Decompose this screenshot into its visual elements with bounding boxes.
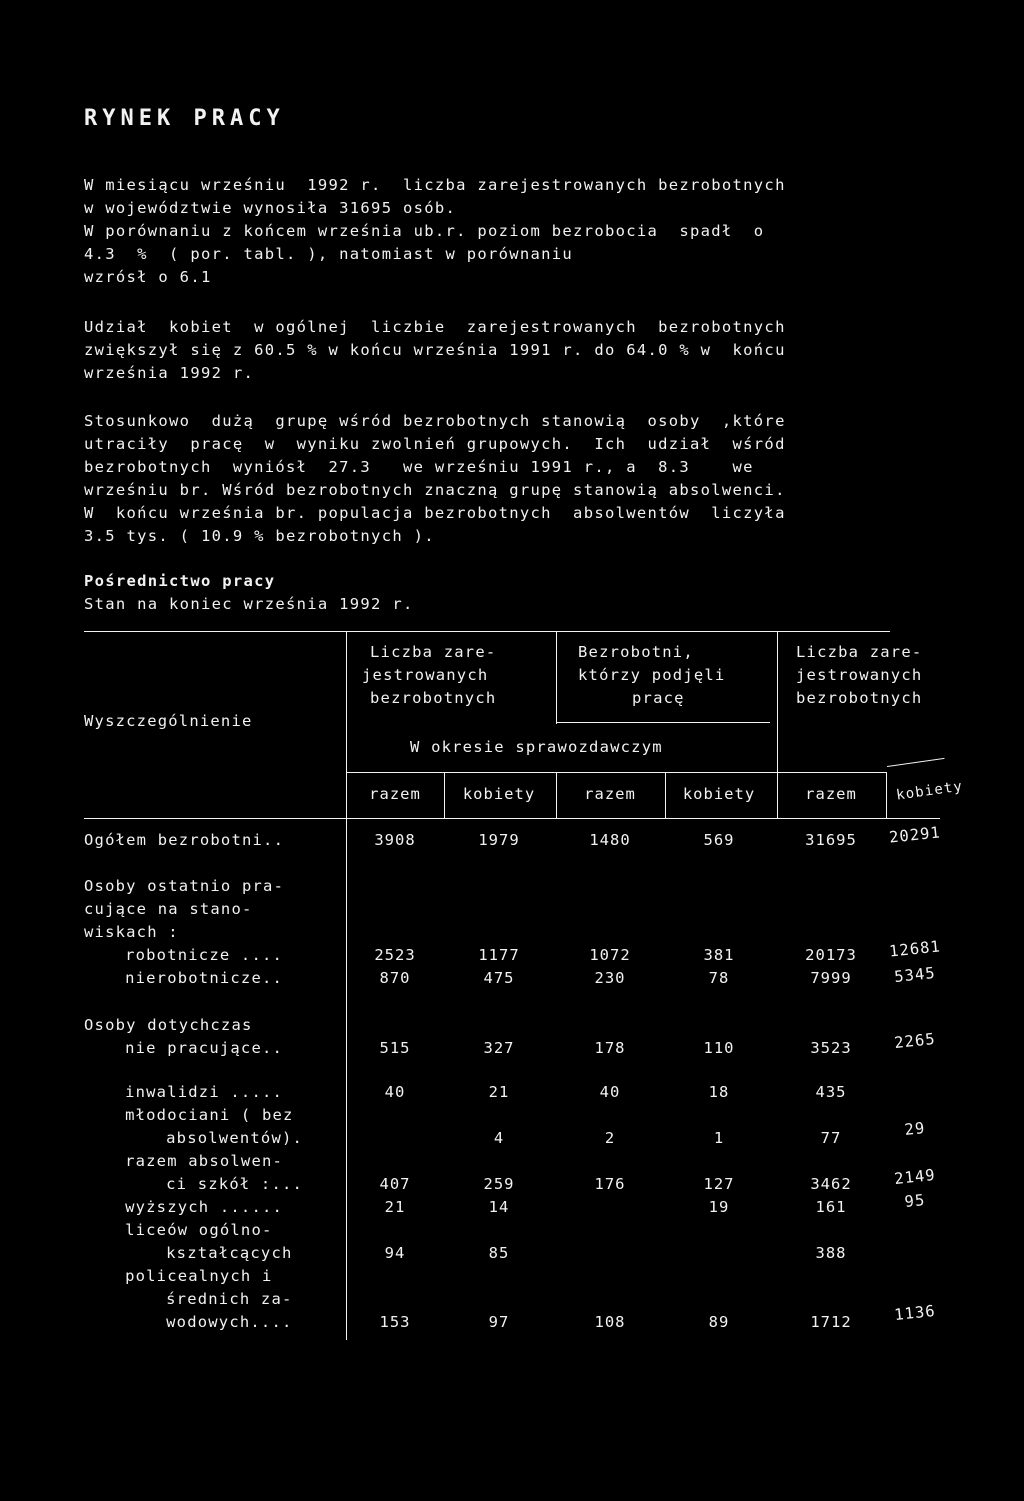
column-divider [444,772,445,818]
row-label: wyższych ...... [104,1198,284,1216]
table-cell: 14 [488,1198,510,1216]
text-line: W końcu września br. populacja bezrobotnych absolwentów liczyła [84,504,786,522]
text-line: Stosunkowo dużą grupę wśród bezrobotnych stanowią osoby ,które [84,412,786,430]
row-label: Ogółem bezrobotni.. [84,831,285,849]
table-cell: 230 [594,969,626,987]
table-cell: 2265 [893,1029,937,1053]
table-cell: 40 [384,1083,406,1101]
table-cell: 515 [379,1039,411,1057]
table-cell: 3523 [810,1039,852,1057]
group-header-1: jestrowanych [362,666,489,684]
row-label: razem absolwen- [104,1152,284,1170]
table-cell: 3462 [810,1175,852,1193]
table-cell: 381 [703,946,735,964]
sub-header: kobiety [462,785,536,803]
table-cell: 435 [815,1083,847,1101]
sub-header: kobiety [895,778,965,804]
table-cell: 2523 [374,946,416,964]
row-label: średnich za- [124,1290,293,1308]
group-header-1: bezrobotnych [370,689,497,707]
row-label: wodowych.... [124,1313,293,1331]
table-cell: 20291 [888,823,942,847]
text-line: 3.5 tys. ( 10.9 % bezrobotnych ). [84,527,435,545]
group-header-2: Bezrobotni, [578,643,694,661]
table-cell: 3908 [374,831,416,849]
table-cell: 870 [379,969,411,987]
table-cell: 5345 [893,963,937,987]
table-cell: 95 [903,1190,927,1212]
sub-header: razem [584,785,636,803]
table-cell: 12681 [888,937,942,961]
row-label: kształcących [124,1244,293,1262]
row-label: robotnicze .... [104,946,284,964]
sub-header: razem [369,785,421,803]
table-cell: 21 [488,1083,510,1101]
row-label: Osoby dotychczas [84,1016,253,1034]
table-cell: 2 [604,1129,616,1147]
table-cell: 1072 [589,946,631,964]
header-bottom-rule [84,818,940,819]
table-cell: 97 [488,1313,510,1331]
table-cell: 19 [708,1198,730,1216]
table-cell: 78 [708,969,730,987]
table-cell: 1480 [589,831,631,849]
table-cell: 89 [708,1313,730,1331]
row-label: absolwentów). [124,1129,304,1147]
sub-header: kobiety [682,785,756,803]
row-label: inwalidzi ..... [104,1083,284,1101]
text-line: zwiększył się z 60.5 % w końcu września 1991 r. do 64.0 % w końcu [84,341,786,359]
group-header-2: pracę [632,689,685,707]
page-heading: RYNEK PRACY [84,106,285,131]
group-header-2: którzy podjęli [578,666,726,684]
table-top-rule [84,631,890,632]
sub-header: razem [805,785,857,803]
text-line: wzrósł o 6.1 [84,268,212,286]
table-cell: 77 [820,1129,842,1147]
table-cell: 1 [713,1129,725,1147]
column-divider [777,632,778,818]
text-line: bezrobotnych wyniósł 27.3 we wrześniu 1991 r., a 8.3 we [84,458,754,476]
text-line: Udział kobiet w ogólnej liczbie zarejestrowanych bezrobotnych [84,318,786,336]
section-subtitle: Stan na koniec września 1992 r. [84,595,414,613]
period-header: W okresie sprawozdawczym [410,738,663,756]
table-cell: 569 [703,831,735,849]
row-label: policealnych i [104,1267,273,1285]
table-cell: 29 [903,1118,927,1140]
table-cell: 1177 [478,946,520,964]
table-cell: 108 [594,1313,626,1331]
table-cell: 4 [493,1129,505,1147]
header-divider [887,758,945,767]
group-header-1: Liczba zare- [370,643,497,661]
table-cell: 1979 [478,831,520,849]
table-cell: 407 [379,1175,411,1193]
text-line: W miesiącu wrześniu 1992 r. liczba zarejestrowanych bezrobotnych [84,176,786,194]
table-cell: 40 [599,1083,621,1101]
table-cell: 153 [379,1313,411,1331]
table-cell: 20173 [805,946,857,964]
group-header-3: Liczba zare- [796,643,923,661]
table-cell: 94 [384,1244,406,1262]
table-cell: 161 [815,1198,847,1216]
table-cell: 178 [594,1039,626,1057]
column-divider [556,772,557,818]
table-cell: 7999 [810,969,852,987]
row-label: cujące na stano- [84,900,253,918]
table-cell: 176 [594,1175,626,1193]
column-divider [346,632,347,1340]
table-cell: 1712 [810,1313,852,1331]
table-cell: 475 [483,969,515,987]
table-cell: 18 [708,1083,730,1101]
stub-header: Wyszczególnienie [84,712,253,730]
row-label: wiskach : [84,923,179,941]
text-line: w województwie wynosiła 31695 osób. [84,199,457,217]
table-cell: 327 [483,1039,515,1057]
column-divider [556,632,557,724]
section-title: Pośrednictwo pracy [84,572,276,590]
group-header-3: bezrobotnych [796,689,923,707]
table-cell: 1136 [893,1301,937,1325]
table-cell: 127 [703,1175,735,1193]
row-label: nierobotnicze.. [104,969,284,987]
text-line: W porównaniu z końcem września ub.r. poziom bezrobocia spadł o [84,222,765,240]
table-cell: 31695 [805,831,857,849]
table-cell: 110 [703,1039,735,1057]
text-line: wrześniu br. Wśród bezrobotnych znaczną grupę stanowią absolwenci. [84,481,786,499]
column-divider [665,772,666,818]
text-line: 4.3 % ( por. tabl. ), natomiast w porównaniu [84,245,574,263]
text-line: września 1992 r. [84,364,255,382]
row-label: liceów ogólno- [104,1221,273,1239]
table-cell: 2149 [893,1165,937,1189]
text-line: utraciły pracę w wyniku zwolnień grupowych. Ich udział wśród [84,435,786,453]
row-label: nie pracujące.. [104,1039,284,1057]
header-divider [347,772,887,773]
header-divider [556,722,770,723]
group-header-3: jestrowanych [796,666,923,684]
column-divider [886,772,887,818]
table-cell: 388 [815,1244,847,1262]
table-cell: 259 [483,1175,515,1193]
row-label: ci szkół :... [124,1175,304,1193]
table-cell: 21 [384,1198,406,1216]
row-label: Osoby ostatnio pra- [84,877,285,895]
table-cell: 85 [488,1244,510,1262]
row-label: młodociani ( bez [104,1106,294,1124]
